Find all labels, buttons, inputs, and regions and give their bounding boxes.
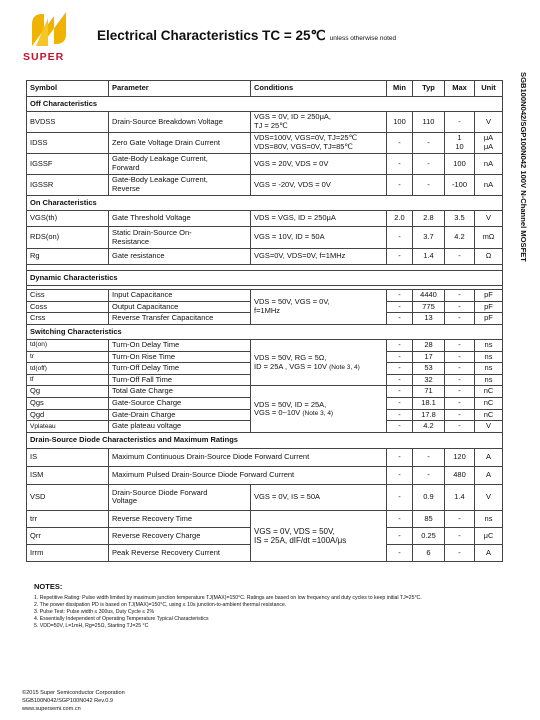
table-cell: td(off) [27, 363, 109, 375]
table-cell: pF [475, 313, 503, 325]
table-cell: - [445, 351, 475, 363]
table-cell: Reverse Transfer Capacitance [109, 313, 251, 325]
table-cell: 4.2 [413, 421, 445, 433]
table-cell: - [387, 386, 413, 398]
table-cell: 18.1 [413, 398, 445, 410]
table-cell: Output Capacitance [109, 301, 251, 313]
table-cell: - [387, 374, 413, 386]
table-cell: Gate-Body Leakage Current, Forward [109, 154, 251, 175]
section-on: On Characteristics [27, 196, 503, 211]
table-cell: VGS = 0V, IS = 50A [251, 484, 387, 510]
table-cell: - [445, 544, 475, 561]
table-cell: Turn-Off Fall Time [109, 374, 251, 386]
table-cell: - [445, 510, 475, 527]
note-item: 2. The power dissipation PD is based on TJ(MAX)=150°C, using ≤ 10s junction-to-ambient thermal resistance. [34, 602, 287, 609]
table-cell: 480 [445, 466, 475, 484]
table-cell: - [387, 249, 413, 265]
table-cell: 32 [413, 374, 445, 386]
table-row [27, 290, 503, 302]
table-cell: -100 [445, 175, 475, 196]
table-cell: Ciss [27, 290, 109, 302]
table-cell: Qrr [27, 527, 109, 544]
table-row [27, 112, 503, 133]
table-cell: pF [475, 301, 503, 313]
note-item: 3. Pulse Test: Pulse width ≤ 300us, Duty Cycle ≤ 2% [34, 609, 155, 616]
table-cell: - [387, 339, 413, 351]
table-cell: V [475, 421, 503, 433]
table-cell: Drain-Source Diode Forward Voltage [109, 484, 251, 510]
table-cell: Gate-Body Leakage Current, Reverse [109, 175, 251, 196]
table-cell: pF [475, 290, 503, 302]
table-cell: 53 [413, 363, 445, 375]
table-cell: 71 [413, 386, 445, 398]
table-cell: 17.8 [413, 409, 445, 421]
table-cell: - [445, 421, 475, 433]
table-cell: 1.4 [445, 484, 475, 510]
table-cell: - [387, 133, 413, 154]
table-cell: Static Drain-Source On- Resistance [109, 227, 251, 249]
table-row [27, 386, 503, 398]
table-cell: V [475, 211, 503, 227]
table-cell: IDSS [27, 133, 109, 154]
table-cell: - [413, 466, 445, 484]
side-title: SGB100N042/SGP100N042 100V N-Channel MOSFET [519, 72, 528, 262]
header-unit: Unit [475, 81, 503, 97]
header-min: Min [387, 81, 413, 97]
section-diode: Drain-Source Diode Characteristics and Maximum Ratings [27, 432, 503, 448]
table-cell: Maximum Pulsed Drain-Source Diode Forward Current [109, 466, 387, 484]
table-cell: - [445, 527, 475, 544]
table-cell: RDS(on) [27, 227, 109, 249]
table-cell: Gate-Drain Charge [109, 409, 251, 421]
table-cell: nC [475, 398, 503, 410]
header-conditions: Conditions [251, 81, 387, 97]
table-cell: 3.7 [413, 227, 445, 249]
table-cell: - [445, 374, 475, 386]
table-cell: VGS = 0V, VDS = 50V, IS = 25A, dIF/dt =100A/μs [251, 510, 387, 561]
table-cell: 13 [413, 313, 445, 325]
table-cell: Rg [27, 249, 109, 265]
table-cell: - [445, 398, 475, 410]
table-cell: mΩ [475, 227, 503, 249]
table-cell: VGS=0V, VDS=0V, f=1MHz [251, 249, 387, 265]
table-cell: 1.4 [413, 249, 445, 265]
table-cell: Crss [27, 313, 109, 325]
table-cell: - [387, 448, 413, 466]
table-cell: Qg [27, 386, 109, 398]
section-dynamic: Dynamic Characteristics [27, 271, 503, 286]
table-cell: 85 [413, 510, 445, 527]
table-cell: Turn-On Rise Time [109, 351, 251, 363]
table-cell: 1 10 [445, 133, 475, 154]
table-cell: V [475, 484, 503, 510]
table-cell: VGS = -20V, VDS = 0V [251, 175, 387, 196]
note-item: 1. Repetitive Rating: Pulse width limited by maximum junction temperature TJ(MAX)=150°C. Ratings are based on low frequency and duty cycles to keep initial TJ=25°C. [34, 595, 422, 602]
table-cell: ns [475, 339, 503, 351]
table-header-row [27, 81, 503, 97]
table-cell: - [387, 290, 413, 302]
table-cell: Coss [27, 301, 109, 313]
table-cell: - [387, 409, 413, 421]
footer-copyright: ©2015 Super Semiconductor Corporation [22, 690, 125, 696]
table-cell: - [445, 301, 475, 313]
table-cell: VDS = VGS, ID = 250μA [251, 211, 387, 227]
table-cell: td(on) [27, 339, 109, 351]
header-symbol: Symbol [27, 81, 109, 97]
table-cell: nA [475, 175, 503, 196]
electrical-characteristics-table [26, 80, 503, 562]
table-cell: Turn-Off Delay Time [109, 363, 251, 375]
table-cell: tf [27, 374, 109, 386]
table-cell: Maximum Continuous Drain-Source Diode Forward Current [109, 448, 387, 466]
table-cell: - [387, 421, 413, 433]
table-cell: Gate plateau voltage [109, 421, 251, 433]
table-cell: Gate resistance [109, 249, 251, 265]
table-row [27, 510, 503, 527]
table-row [27, 484, 503, 510]
table-cell: 110 [413, 112, 445, 133]
table-cell: 120 [445, 448, 475, 466]
table-cell: ns [475, 351, 503, 363]
page-title: Electrical Characteristics TC = 25℃ unless otherwise noted [97, 28, 397, 43]
table-cell: Drain-Source Breakdown Voltage [109, 112, 251, 133]
table-cell: VGS(th) [27, 211, 109, 227]
table-cell: 2.0 [387, 211, 413, 227]
table-cell: - [445, 409, 475, 421]
note-item: 4. Essentially Independent of Operating Temperature Typical Characteristics [34, 616, 209, 623]
table-cell: 6 [413, 544, 445, 561]
table-cell: - [445, 386, 475, 398]
table-cell: - [387, 398, 413, 410]
table-row [27, 175, 503, 196]
table-cell: ISM [27, 466, 109, 484]
table-cell: - [387, 313, 413, 325]
table-cell: VGS = 0V, ID = 250μA, TJ = 25℃ [251, 112, 387, 133]
table-cell: A [475, 544, 503, 561]
table-cell: Qgd [27, 409, 109, 421]
table-cell: ns [475, 363, 503, 375]
notes-heading: NOTES: [34, 582, 63, 591]
footer-doc: SGB100N042/SGP100N042 Rev.0.9 [22, 697, 114, 704]
table-cell: nA [475, 154, 503, 175]
table-cell: μC [475, 527, 503, 544]
table-cell: IGSSF [27, 154, 109, 175]
table-cell: V [475, 112, 503, 133]
table-cell: nC [475, 409, 503, 421]
section-off: Off Characteristics [27, 97, 503, 112]
table-cell: 100 [387, 112, 413, 133]
table-cell: μA μA [475, 133, 503, 154]
table-cell: IGSSR [27, 175, 109, 196]
table-cell: - [445, 339, 475, 351]
section-switching: Switching Characteristics [27, 324, 503, 339]
table-cell: Reverse Recovery Time [109, 510, 251, 527]
table-cell: tr [27, 351, 109, 363]
table-cell: - [387, 154, 413, 175]
table-cell: Reverse Recovery Charge [109, 527, 251, 544]
table-row [27, 466, 503, 484]
table-cell: Qgs [27, 398, 109, 410]
table-cell: Irrm [27, 544, 109, 561]
notes [34, 582, 422, 630]
table-cell: - [413, 175, 445, 196]
header-typ: Typ [413, 81, 445, 97]
table-cell: - [387, 351, 413, 363]
table-row [27, 249, 503, 265]
table-cell: - [387, 484, 413, 510]
table-cell: - [387, 227, 413, 249]
table-cell: VDS = 50V, RG = 5Ω, ID = 25A , VGS = 10V (Note 3, 4) [251, 339, 387, 386]
table-cell: - [387, 527, 413, 544]
table-row [27, 154, 503, 175]
table-cell: 17 [413, 351, 445, 363]
table-cell: VDS = 50V, VGS = 0V, f=1MHz [251, 290, 387, 325]
table-cell: VSD [27, 484, 109, 510]
table-cell: VGS = 20V, VDS = 0V [251, 154, 387, 175]
table-row [27, 227, 503, 249]
table-cell: Total Gate Charge [109, 386, 251, 398]
table-cell: - [413, 154, 445, 175]
table-cell: Input Capacitance [109, 290, 251, 302]
title-note: unless otherwise noted [329, 35, 397, 42]
table-cell: 775 [413, 301, 445, 313]
table-cell: - [445, 249, 475, 265]
header-max: Max [445, 81, 475, 97]
table-cell: Ω [475, 249, 503, 265]
table-cell: - [387, 466, 413, 484]
table-cell: Zero Gate Voltage Drain Current [109, 133, 251, 154]
table-row [27, 448, 503, 466]
table-cell: Peak Reverse Recovery Current [109, 544, 251, 561]
table-cell: nC [475, 386, 503, 398]
table-row [27, 133, 503, 154]
table-cell: Gate-Source Charge [109, 398, 251, 410]
table-cell: ns [475, 374, 503, 386]
table-cell: - [387, 363, 413, 375]
header-parameter: Parameter [109, 81, 251, 97]
table-cell: 0.9 [413, 484, 445, 510]
table-cell: VDS = 50V, ID = 25A, VGS = 0~10V (Note 3, 4) [251, 386, 387, 433]
table-row [27, 339, 503, 351]
table-cell: 4440 [413, 290, 445, 302]
table-cell: Vplateau [27, 421, 109, 433]
note-item: 5. VDD=50V, L=1mH, Rg=25Ω, Starting TJ=25 °C [34, 623, 149, 630]
table-cell: - [413, 133, 445, 154]
table-cell: - [445, 313, 475, 325]
table-cell: VGS = 10V, ID = 50A [251, 227, 387, 249]
table-cell: trr [27, 510, 109, 527]
table-cell: BVDSS [27, 112, 109, 133]
brand-name: SUPER [23, 51, 65, 63]
footer [22, 690, 125, 713]
table-row [27, 211, 503, 227]
table-cell: Turn-On Delay Time [109, 339, 251, 351]
table-cell: - [445, 290, 475, 302]
table-cell: A [475, 448, 503, 466]
table-cell: - [387, 510, 413, 527]
table-cell: VDS=100V, VGS=0V, TJ=25℃ VDS=80V, VGS=0V, TJ=85℃ [251, 133, 387, 154]
table-cell: 100 [445, 154, 475, 175]
table-cell: - [387, 175, 413, 196]
table-cell: 3.5 [445, 211, 475, 227]
table-cell: A [475, 466, 503, 484]
table-cell: IS [27, 448, 109, 466]
table-cell: Gate Threshold Voltage [109, 211, 251, 227]
table-cell: - [413, 448, 445, 466]
table-cell: 2.8 [413, 211, 445, 227]
table-cell: - [387, 544, 413, 561]
table-cell: - [445, 112, 475, 133]
table-cell: 0.25 [413, 527, 445, 544]
table-cell: 28 [413, 339, 445, 351]
table-cell: - [445, 363, 475, 375]
table-cell: 4.2 [445, 227, 475, 249]
footer-url: www.supersemi.com.cn [22, 705, 81, 712]
table-cell: ns [475, 510, 503, 527]
table-cell: - [387, 301, 413, 313]
